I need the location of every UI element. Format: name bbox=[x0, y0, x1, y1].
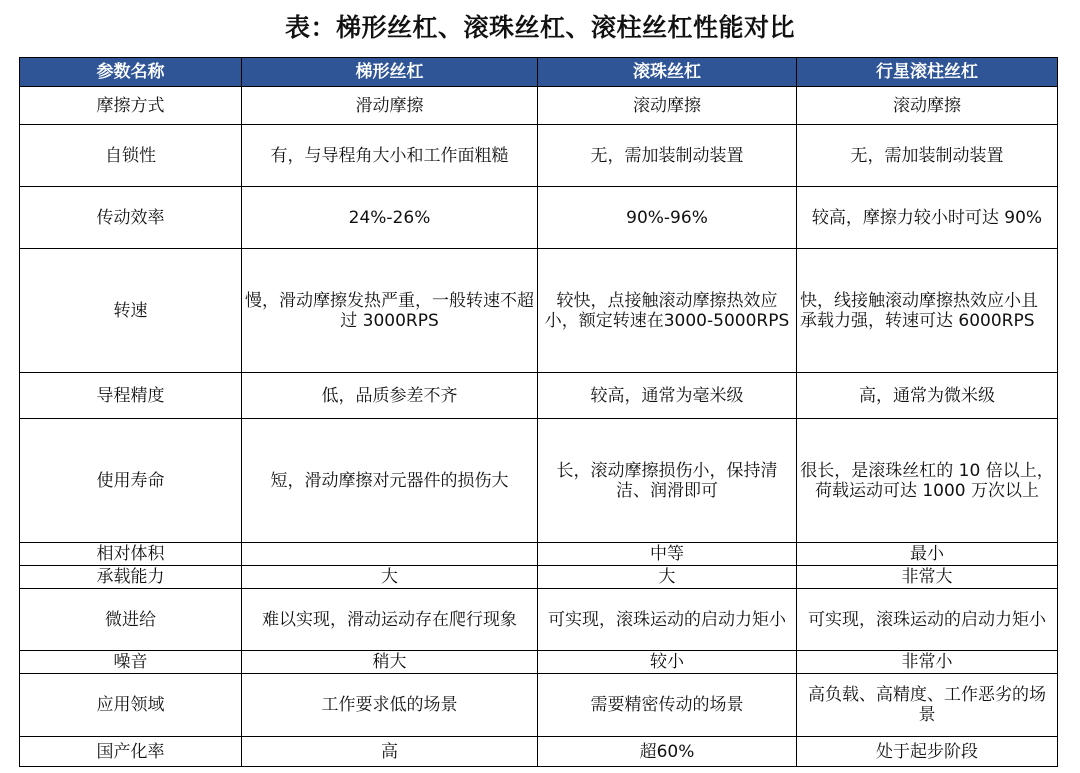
header-cell: 梯形丝杠 bbox=[242, 58, 538, 87]
param-name-cell: 摩擦方式 bbox=[20, 87, 242, 125]
table-cell: 需要精密传动的场景 bbox=[538, 674, 797, 737]
param-name-cell: 噪音 bbox=[20, 651, 242, 674]
comparison-table bbox=[19, 57, 1058, 767]
param-name-cell: 使用寿命 bbox=[20, 419, 242, 543]
table-row bbox=[20, 419, 1058, 543]
table-cell: 24%-26% bbox=[242, 187, 538, 249]
table-cell: 滚动摩擦 bbox=[538, 87, 797, 125]
table-cell: 稍大 bbox=[242, 651, 538, 674]
param-name-cell: 相对体积 bbox=[20, 543, 242, 566]
table-cell: 非常大 bbox=[797, 566, 1058, 589]
header-cell: 参数名称 bbox=[20, 58, 242, 87]
header-cell: 行星滚柱丝杠 bbox=[797, 58, 1058, 87]
table-row bbox=[20, 125, 1058, 187]
table-cell: 很长，是滚珠丝杠的 10 倍以上，荷载运动可达 1000 万次以上 bbox=[797, 419, 1058, 543]
table-row bbox=[20, 737, 1058, 767]
param-name-cell: 承载能力 bbox=[20, 566, 242, 589]
table-cell: 短，滑动摩擦对元器件的损伤大 bbox=[242, 419, 538, 543]
table-cell: 有，与导程角大小和工作面粗糙 bbox=[242, 125, 538, 187]
table-cell: 长，滚动摩擦损伤小，保持清洁、润滑即可 bbox=[538, 419, 797, 543]
header-cell: 滚珠丝杠 bbox=[538, 58, 797, 87]
table-row bbox=[20, 187, 1058, 249]
table-cell: 高负载、高精度、工作恶劣的场景 bbox=[797, 674, 1058, 737]
table-row bbox=[20, 249, 1058, 373]
table-cell: 无，需加装制动装置 bbox=[797, 125, 1058, 187]
table-cell: 大 bbox=[538, 566, 797, 589]
table-cell: 高，通常为微米级 bbox=[797, 373, 1058, 419]
table-cell: 慢，滑动摩擦发热严重，一般转速不超过 3000RPS bbox=[242, 249, 538, 373]
table-cell: 处于起步阶段 bbox=[797, 737, 1058, 767]
table-row bbox=[20, 87, 1058, 125]
table-cell: 较小 bbox=[538, 651, 797, 674]
table-cell: 工作要求低的场景 bbox=[242, 674, 538, 737]
table-cell: 可实现，滚珠运动的启动力矩小 bbox=[797, 589, 1058, 651]
table-cell bbox=[242, 543, 538, 566]
param-name-cell: 微进给 bbox=[20, 589, 242, 651]
table-cell: 难以实现，滑动运动存在爬行现象 bbox=[242, 589, 538, 651]
table-row bbox=[20, 543, 1058, 566]
table-cell: 最小 bbox=[797, 543, 1058, 566]
table-cell: 较高，摩擦力较小时可达 90% bbox=[797, 187, 1058, 249]
table-cell: 中等 bbox=[538, 543, 797, 566]
table-row bbox=[20, 373, 1058, 419]
table-cell: 滑动摩擦 bbox=[242, 87, 538, 125]
param-name-cell: 转速 bbox=[20, 249, 242, 373]
table-row bbox=[20, 589, 1058, 651]
table-cell: 较高，通常为毫米级 bbox=[538, 373, 797, 419]
param-name-cell: 国产化率 bbox=[20, 737, 242, 767]
table-cell: 滚动摩擦 bbox=[797, 87, 1058, 125]
table-cell: 超60% bbox=[538, 737, 797, 767]
table-cell: 低，品质参差不齐 bbox=[242, 373, 538, 419]
table-cell: 快，线接触滚动摩擦热效应小且承载力强，转速可达 6000RPS bbox=[797, 249, 1058, 373]
table-cell: 可实现，滚珠运动的启动力矩小 bbox=[538, 589, 797, 651]
param-name-cell: 传动效率 bbox=[20, 187, 242, 249]
table-row bbox=[20, 566, 1058, 589]
table-cell: 大 bbox=[242, 566, 538, 589]
table-cell: 90%-96% bbox=[538, 187, 797, 249]
table-cell: 较快，点接触滚动摩擦热效应小，额定转速在3000-5000RPS bbox=[538, 249, 797, 373]
table-row bbox=[20, 651, 1058, 674]
table-row bbox=[20, 674, 1058, 737]
table-cell: 非常小 bbox=[797, 651, 1058, 674]
param-name-cell: 导程精度 bbox=[20, 373, 242, 419]
table-cell: 高 bbox=[242, 737, 538, 767]
table-title: 表：梯形丝杠、滚珠丝杠、滚柱丝杠性能对比 bbox=[284, 13, 795, 42]
table-cell: 无，需加装制动装置 bbox=[538, 125, 797, 187]
param-name-cell: 自锁性 bbox=[20, 125, 242, 187]
header-row bbox=[20, 58, 1058, 87]
param-name-cell: 应用领域 bbox=[20, 674, 242, 737]
